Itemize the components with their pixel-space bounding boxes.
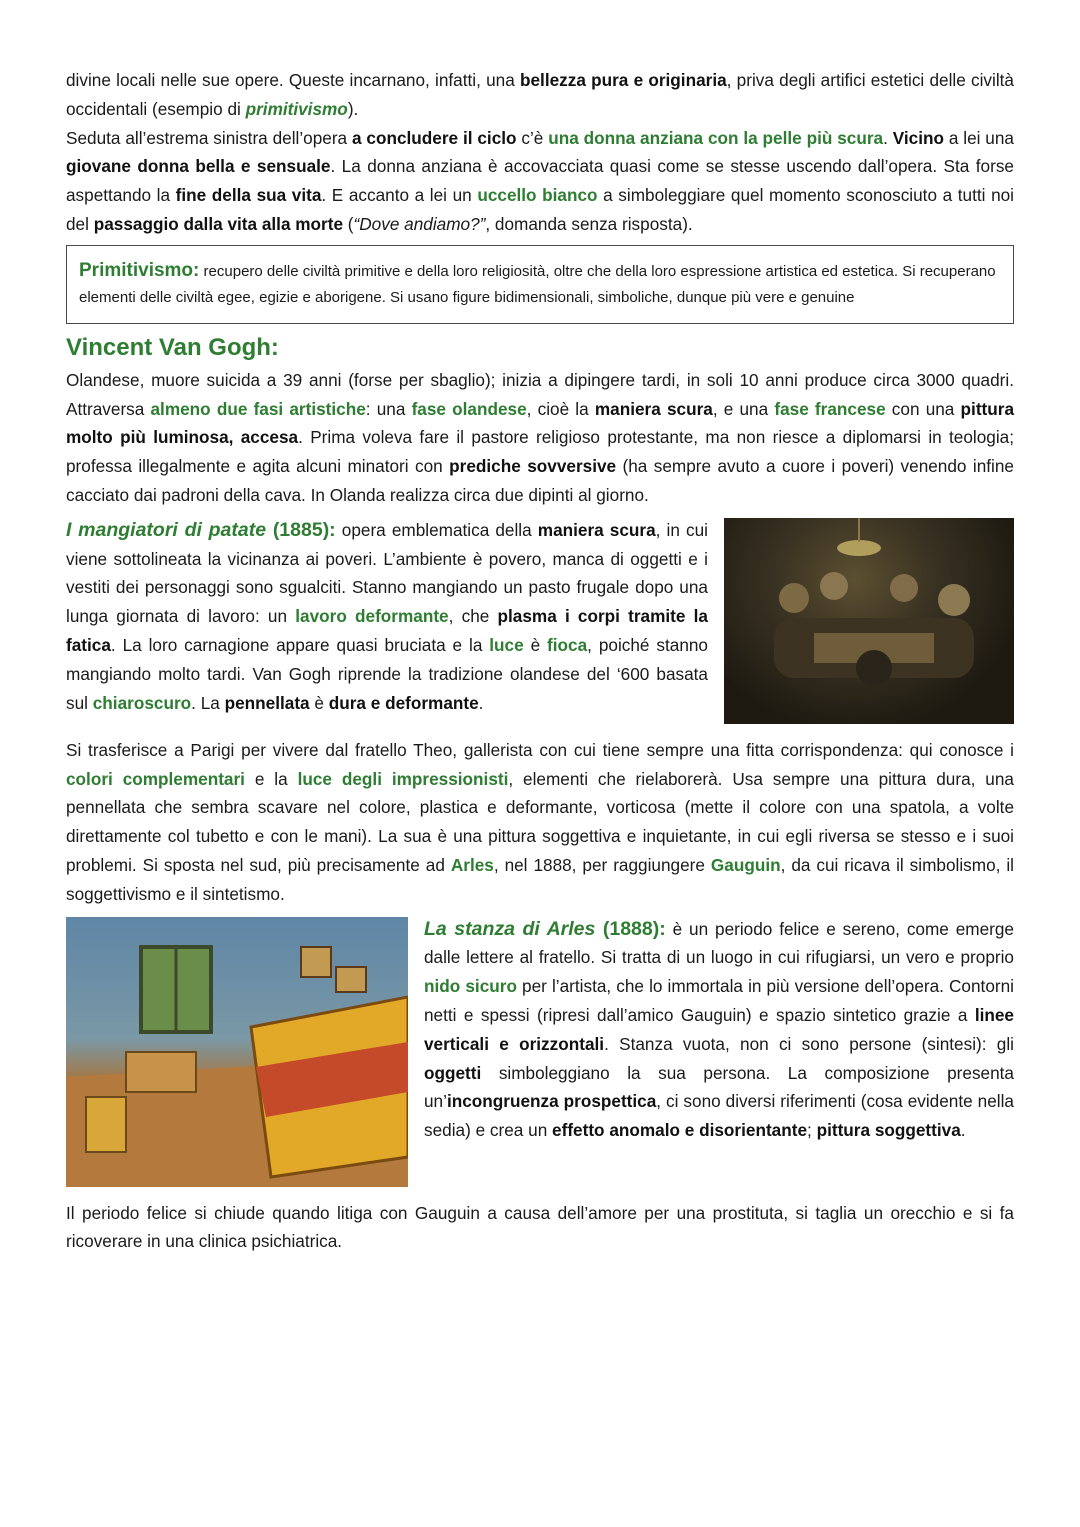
- text-run: e la: [244, 768, 298, 789]
- bold-run: prediche sovversive: [449, 456, 617, 477]
- highlight-run: luce: [489, 634, 524, 655]
- bold-run: pittura soggettiva: [816, 1120, 961, 1141]
- bold-run: pittura molto più luminosa, accesa: [66, 398, 1015, 448]
- text-run: . Prima voleva fare il pastore religioso protestante, ma non riesce a diplomarsi in teologia; professa illegalmente e agita alcuni minatori con: [66, 427, 1015, 477]
- artwork-year: (1885):: [266, 518, 336, 541]
- section-title: Vincent Van Gogh:: [66, 333, 279, 361]
- text-run: . La: [191, 692, 225, 713]
- bold-run: Vicino: [892, 127, 944, 148]
- arles-room-paragraph: [424, 915, 1014, 1187]
- text-run: .: [478, 692, 484, 713]
- bold-run: dura e deformante: [328, 692, 479, 713]
- arles-room-section: [66, 915, 1014, 1187]
- arles-room-painting: [66, 917, 408, 1187]
- bold-run: linee verticali e orizzontali: [424, 1004, 1014, 1054]
- text-run: a lei una: [943, 127, 1014, 148]
- highlight-run: primitivismo: [245, 98, 348, 119]
- text-run: , cioè la: [526, 398, 595, 419]
- text-run: . La donna anziana è accovacciata quasi come se stesse uscendo dall’opera. Sta forse aspettando la: [66, 156, 1014, 206]
- arles-room-painting-illustration: [66, 917, 408, 1187]
- text-run: , nel 1888, per raggiungere: [493, 854, 711, 875]
- definition-box: [66, 245, 1014, 324]
- text-run: : una: [365, 398, 412, 419]
- bold-run: a concludere il ciclo: [351, 127, 517, 148]
- text-run: con una: [885, 398, 961, 419]
- highlight-run: fioca: [547, 634, 588, 655]
- highlight-run: luce degli impressionisti: [297, 768, 509, 789]
- text-run: . E accanto a lei un: [321, 185, 478, 206]
- highlight-run: Arles: [450, 854, 494, 875]
- artwork-title: I mangiatori di patate: [66, 518, 267, 541]
- text-run: è un periodo felice e sereno, come emerge dalle lettere al fratello. Si tratta di un luogo in cui rifugiarsi, un vero e proprio: [424, 918, 1014, 968]
- text-run: è: [523, 634, 548, 655]
- bold-run: maniera scura: [594, 398, 713, 419]
- highlight-run: una donna anziana con la pelle più scura: [548, 127, 884, 148]
- text-run: (ha sempre avuto a cuore i poveri) venendo infine cacciato dai padroni della cava. In Olanda realizza circa due dipinti al giorno.: [66, 456, 1014, 505]
- highlight-run: almeno due fasi artistiche: [150, 398, 366, 419]
- text-run: , poiché stanno mangiando molto tardi. Van Gogh riprende la tradizione olandese del ‘600 basata sul: [66, 634, 708, 713]
- italic-run: “Dove andiamo?”: [353, 213, 486, 234]
- text-run: simboleggiano la sua persona. La composizione presenta un’: [424, 1062, 1014, 1112]
- highlight-run: fase francese: [774, 398, 886, 419]
- text-run: , e una: [712, 398, 775, 419]
- definition-text: recupero delle civiltà primitive e della loro religiosità, oltre che della loro espressione artistica ed estetica. Si recuperano elementi delle civiltà egee, egizie e aborigene. Si usano figure bidimensionali, simboliche, dunque più vere e genuine: [79, 262, 996, 306]
- text-run: ;: [807, 1120, 817, 1141]
- bold-run: plasma i corpi tramite la fatica: [66, 606, 708, 655]
- text-run: . La loro carnagione appare quasi bruciata e la: [110, 634, 490, 655]
- text-run: .: [960, 1120, 966, 1141]
- text-run: .: [883, 127, 893, 148]
- bold-run: oggetti: [424, 1062, 482, 1083]
- bold-run: passaggio dalla vita alla morte: [93, 213, 344, 234]
- bold-run: fine della sua vita: [175, 185, 322, 206]
- text-run: a simboleggiare quel momento sconosciuto a tutti noi del: [66, 185, 1015, 234]
- highlight-run: chiaroscuro: [92, 692, 192, 713]
- highlight-run: Gauguin: [710, 854, 781, 875]
- highlight-run: fase olandese: [411, 398, 527, 419]
- text-run: è: [309, 692, 329, 713]
- bold-run: incongruenza prospettica: [446, 1091, 657, 1112]
- bold-run: pennellata: [224, 692, 310, 713]
- document-page: [66, 66, 1014, 1256]
- highlight-run: colori complementari: [66, 768, 245, 789]
- text-run: c’è: [516, 127, 549, 148]
- text-run: per l’artista, che lo immortala in più versione dell’opera. Contorni netti e spessi (ripresi dall’amico Gauguin) e spazio sintetico grazie a: [424, 976, 1014, 1025]
- text-run: . Stanza vuota, non ci sono persone (sintesi): gli: [604, 1033, 1014, 1054]
- text-run: divine locali nelle sue opere. Queste incarnano, infatti, una: [66, 70, 520, 90]
- text-run: Seduta all’estrema sinistra dell’opera: [66, 127, 352, 148]
- text-run: , priva degli artifici estetici delle civiltà occidentali (esempio di: [66, 70, 1014, 119]
- text-run: (: [343, 213, 354, 234]
- bold-run: bellezza pura e originaria: [519, 70, 727, 90]
- highlight-run: uccello bianco: [477, 185, 598, 206]
- text-run: , elementi che rielaborerà. Usa sempre una pittura dura, una pennellata che sembra scavare nel colore, plastica e deformante, vorticosa (mette il colore con una spatola, a volte direttamente col tubetto e con le mani). La sua è una pittura soggettiva e inquietante, in cui egli riversa se stesso e i suoi problemi. Si sposta nel sud, più precisamente ad: [66, 768, 1014, 875]
- artwork-year: (1888):: [595, 917, 666, 940]
- text-run: Si trasferisce a Parigi per vivere dal fratello Theo, gallerista con cui tiene sempre una fitta corrispondenza: qui conosce i: [66, 739, 1014, 760]
- bio-paragraph: [66, 366, 1014, 510]
- bold-run: effetto anomalo e disorientante: [552, 1120, 808, 1141]
- potato-eaters-paragraph: [66, 516, 708, 724]
- potato-eaters-section: [66, 516, 1014, 724]
- closing-paragraph: Il periodo felice si chiude quando litiga con Gauguin a causa dell’amore per una prostituta, si taglia un orecchio e si fa ricoverare in una clinica psichiatrica.: [66, 1202, 1014, 1252]
- text-run: , domanda senza risposta).: [485, 213, 693, 234]
- text-run: opera emblematica della: [335, 519, 538, 540]
- highlight-run: nido sicuro: [424, 976, 517, 997]
- text-run: , da cui ricava il simbolismo, il soggettivismo e il sintetismo.: [66, 854, 1014, 904]
- text-run: , in cui viene sottolineata la vicinanza ai poveri. L’ambiente è povero, manca di oggetti e i vestiti dei personaggi sono sgualciti. Stanno mangiando un pasto frugale dopo una lunga giornata di lavoro: un: [66, 519, 708, 627]
- bold-run: giovane donna bella e sensuale: [66, 156, 331, 177]
- text-run: ).: [347, 98, 359, 119]
- highlight-run: lavoro deformante: [295, 606, 449, 627]
- intro-paragraph: [66, 66, 1014, 239]
- text-run: , ci sono diversi riferimenti (cosa evidente nella sedia) e crea un: [424, 1091, 1014, 1141]
- definition-term: Primitivismo:: [79, 259, 200, 281]
- paris-paragraph: [66, 736, 1014, 909]
- text-run: , che: [448, 606, 498, 627]
- artwork-title: La stanza di Arles: [424, 917, 596, 940]
- potato-eaters-painting-illustration: [724, 518, 1014, 724]
- text-run: Olandese, muore suicida a 39 anni (forse per sbaglio); inizia a dipingere tardi, in soli 10 anni produce circa 3000 quadri. Attraversa: [66, 369, 1014, 419]
- potato-eaters-painting: [724, 518, 1014, 724]
- bold-run: maniera scura: [537, 519, 656, 540]
